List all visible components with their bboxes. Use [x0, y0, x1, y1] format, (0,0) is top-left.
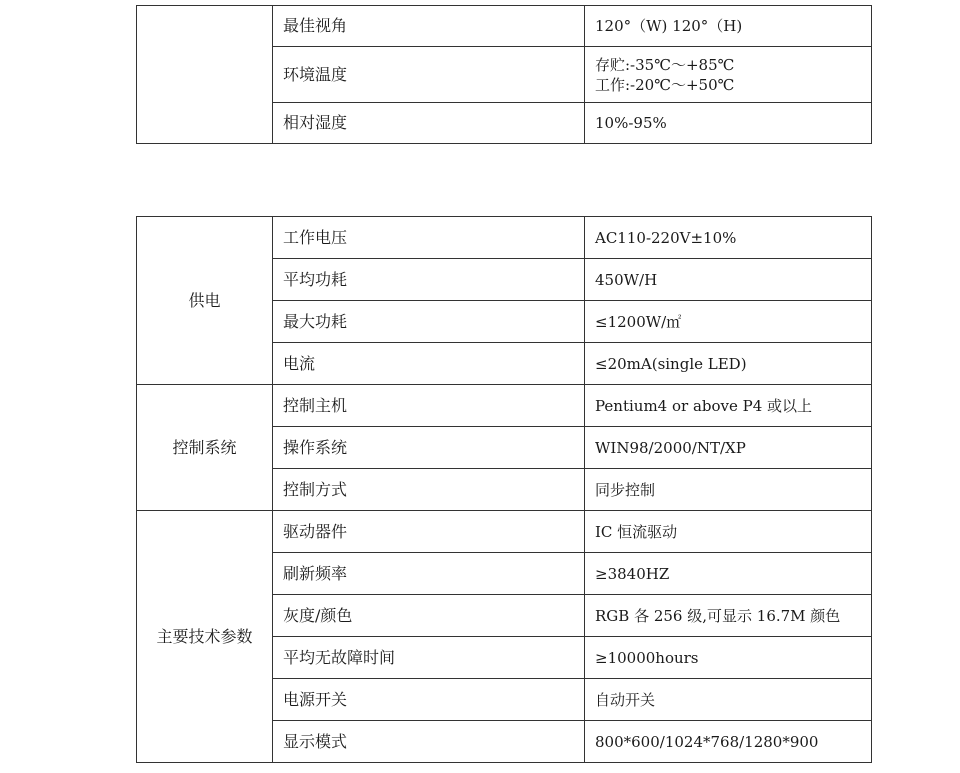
spec-value: 10%-95% [585, 103, 872, 144]
spec-label: 工作电压 [273, 217, 585, 259]
spec-value: IC 恒流驱动 [585, 511, 872, 553]
spec-label: 灰度/颜色 [273, 595, 585, 637]
spec-value: ≤20mA(single LED) [585, 343, 872, 385]
spec-value: 同步控制 [585, 469, 872, 511]
spec-label: 刷新频率 [273, 553, 585, 595]
spec-value-line: 工作:-20℃～+50℃ [595, 75, 735, 94]
spec-label: 控制主机 [273, 385, 585, 427]
spec-value-line: 存贮:-35℃～+85℃ [595, 55, 735, 74]
spec-table [136, 216, 872, 763]
spec-value-multiline [585, 47, 872, 103]
table-row [137, 6, 872, 47]
spec-label: 平均功耗 [273, 259, 585, 301]
spec-value: Pentium4 or above P4 或以上 [585, 385, 872, 427]
spec-value: 800*600/1024*768/1280*900 [585, 721, 872, 763]
spec-label: 电源开关 [273, 679, 585, 721]
table-row [137, 511, 872, 553]
spec-label: 控制方式 [273, 469, 585, 511]
spec-label: 电流 [273, 343, 585, 385]
group-name: 主要技术参数 [137, 511, 273, 763]
spec-value: ≤1200W/㎡ [585, 301, 872, 343]
spec-label: 相对湿度 [273, 103, 585, 144]
spec-value: RGB 各 256 级,可显示 16.7M 颜色 [585, 595, 872, 637]
spec-value: 450W/H [585, 259, 872, 301]
spec-label: 操作系统 [273, 427, 585, 469]
spec-label: 最佳视角 [273, 6, 585, 47]
group-cell-empty [137, 6, 273, 144]
spec-label: 驱动器件 [273, 511, 585, 553]
spec-value: AC110-220V±10% [585, 217, 872, 259]
spec-value: 120°（W) 120°（H) [585, 6, 872, 47]
spec-table-continued [136, 5, 872, 144]
table-row [137, 385, 872, 427]
table-row [137, 217, 872, 259]
spec-value: ≥3840HZ [585, 553, 872, 595]
spec-value: 自动开关 [585, 679, 872, 721]
group-name: 供电 [137, 217, 273, 385]
spec-value: WIN98/2000/NT/XP [585, 427, 872, 469]
spec-label: 平均无故障时间 [273, 637, 585, 679]
spec-value: ≥10000hours [585, 637, 872, 679]
group-name: 控制系统 [137, 385, 273, 511]
spec-label: 环境温度 [273, 47, 585, 103]
spec-label: 显示模式 [273, 721, 585, 763]
spec-label: 最大功耗 [273, 301, 585, 343]
